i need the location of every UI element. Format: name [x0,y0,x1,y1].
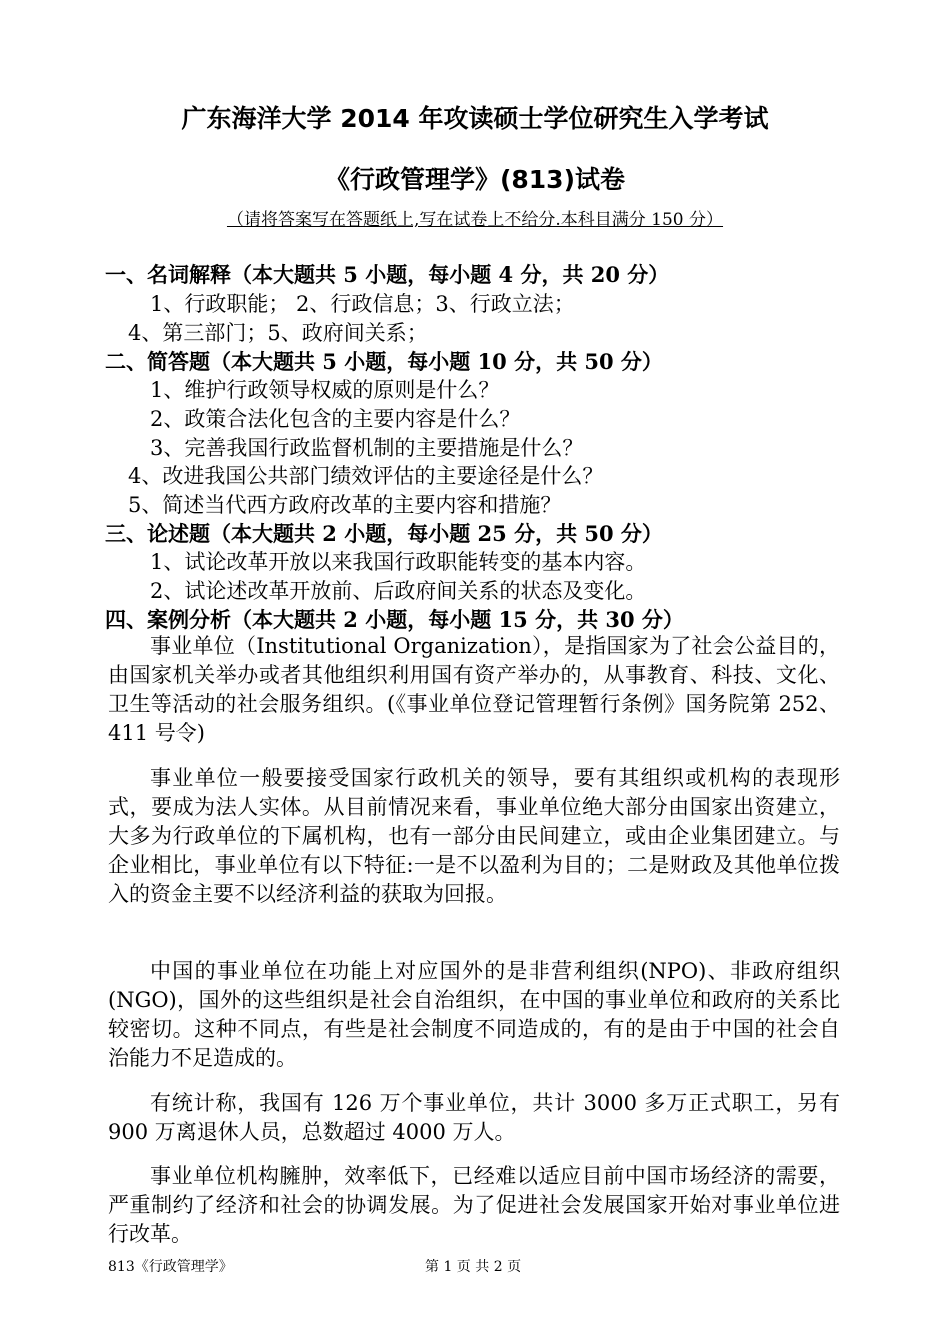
section2-heading: 二、简答题（本大题共 5 小题，每小题 10 分，共 50 分） [105,349,663,374]
section3-heading: 三、论述题（本大题共 2 小题，每小题 25 分，共 50 分） [105,521,663,546]
case-paragraph-2-text: 事业单位一般要接受国家行政机关的领导，要有其组织或机构的表现形式，要成为法人实体。从目前情况来看，事业单位绝大部分由国家出资建立，大多为行政单位的下属机构，也有一部分由民间建立，或由企业集团建立。与企业相比，事业单位有以下特征:一是不以盈利为目的；二是财政及其他单位拨入的资金主要不以经济利益的获取为回报。 [108,766,840,906]
case-paragraph-4 [108,1089,840,1147]
section4-heading: 四、案例分析（本大题共 2 小题，每小题 15 分，共 30 分） [105,607,684,632]
case-paragraph-3-text: 中国的事业单位在功能上对应国外的是非营利组织(NPO)、非政府组织(NGO)，国外的这些组织是社会自治组织，在中国的事业单位和政府的关系比较密切。这种不同点，有些是社会制度不同造成的，有的是由于中国的社会自治能力不足造成的。 [108,959,840,1070]
case-paragraph-2 [108,764,840,909]
case-paragraph-5-text: 事业单位机构臃肿，效率低下，已经难以适应目前中国市场经济的需要，严重制约了经济和社会的协调发展。为了促进社会发展国家开始对事业单位进行改革。 [108,1164,840,1246]
case-paragraph-4-text: 有统计称，我国有 126 万个事业单位，共计 3000 多万正式职工，另有 900 万离退休人员，总数超过 4000 万人。 [108,1091,840,1144]
section2-item-2: 2、政策合法化包含的主要内容是什么？ [150,407,521,431]
section1-line1: 1、行政职能； 2、行政信息；3、行政立法； [150,292,575,316]
exam-note [0,205,950,230]
exam-subtitle: 《行政管理学》(813)试卷 [324,165,626,194]
exam-note-text: （请将答案写在答题纸上,写在试卷上不给分.本科目满分 150 分） [226,210,724,230]
exam-title: 广东海洋大学 2014 年攻读硕士学位研究生入学考试 [181,104,769,133]
section3-item-2: 2、试论述改革开放前、后政府间关系的状态及变化。 [150,579,647,603]
case-paragraph-1-text: 事业单位（Institutional Organization），是指国家为了社会公益目的，由国家机关举办或者其他组织利用国有资产举办的，从事教育、科技、文化、卫生等活动的社会服务组织。(《事业单位登记管理暂行条例》国务院第 252、411 号令) [108,634,840,745]
section2-item-3: 3、完善我国行政监督机制的主要措施是什么？ [150,436,584,460]
footer-page-number: 第 1 页 共 2 页 [425,1259,522,1275]
section2-item-4: 4、改进我国公共部门绩效评估的主要途径是什么？ [128,464,604,488]
section2-item-5: 5、简述当代西方政府改革的主要内容和措施？ [128,493,562,517]
case-paragraph-1 [108,632,840,748]
section1-heading: 一、名词解释（本大题共 5 小题，每小题 4 分，共 20 分） [105,262,670,287]
case-paragraph-5 [108,1162,840,1249]
section3-item-1: 1、试论改革开放以来我国行政职能转变的基本内容。 [150,550,647,574]
footer-course: 813《行政管理学》 [108,1259,233,1275]
section2-item-1: 1、维护行政领导权威的原则是什么？ [150,378,500,402]
case-paragraph-3 [108,957,840,1073]
section1-line2: 4、第三部门；5、政府间关系； [128,321,428,345]
